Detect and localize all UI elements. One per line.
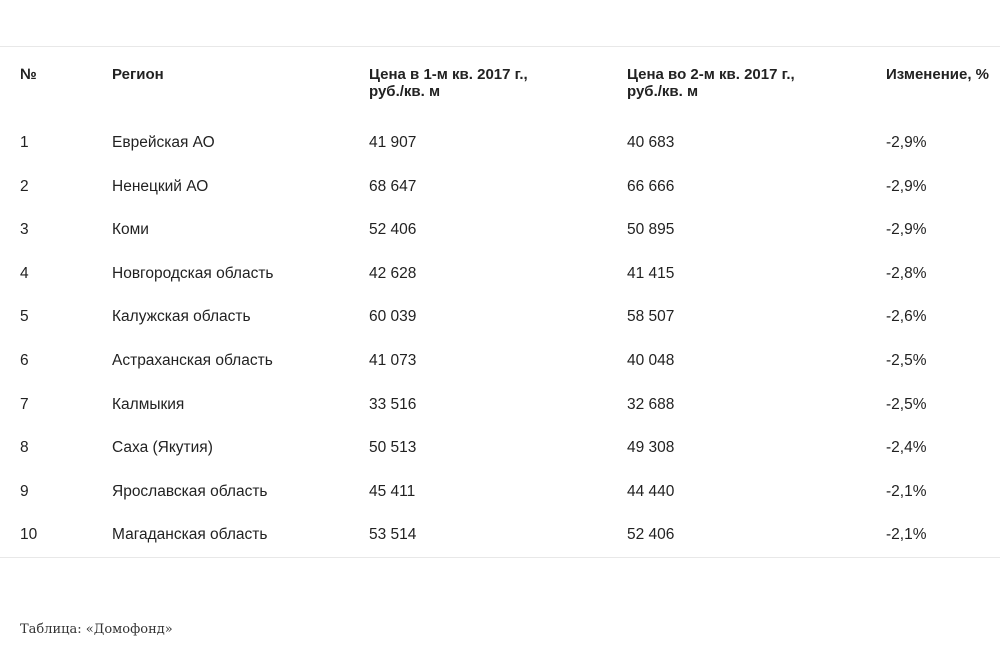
cell-region: Саха (Якутия) <box>112 439 213 457</box>
cell-change: -2,9% <box>886 221 927 239</box>
cell-region: Еврейская АО <box>112 134 215 151</box>
cell-change: -2,1% <box>886 482 927 500</box>
cell-price-q1: 41 073 <box>369 351 417 369</box>
table-row <box>0 133 1000 177</box>
cell-change: -2,8% <box>886 264 927 282</box>
cell-num: 10 <box>20 526 38 544</box>
cell-price-q2: 41 415 <box>627 264 675 282</box>
table-row <box>0 220 1000 264</box>
cell-num: 4 <box>20 264 29 282</box>
price-table <box>0 66 1000 569</box>
table-row <box>0 177 1000 221</box>
table-caption: Таблица: «Домофонд» <box>20 622 173 637</box>
cell-price-q2: 40 683 <box>627 134 675 151</box>
cell-price-q2: 66 666 <box>627 177 675 195</box>
cell-price-q2: 52 406 <box>627 526 675 544</box>
top-divider <box>0 46 1000 47</box>
cell-change: -2,5% <box>886 395 927 413</box>
cell-price-q1: 68 647 <box>369 177 417 195</box>
cell-change: -2,9% <box>886 134 927 151</box>
cell-price-q1: 42 628 <box>369 264 417 282</box>
cell-change: -2,5% <box>886 351 927 369</box>
cell-region: Калужская область <box>112 308 251 326</box>
cell-price-q2: 50 895 <box>627 221 675 239</box>
cell-num: 1 <box>20 134 29 151</box>
cell-num: 3 <box>20 221 29 239</box>
cell-price-q2: 32 688 <box>627 395 675 413</box>
cell-num: 9 <box>20 482 29 500</box>
header-region: Регион <box>112 66 164 83</box>
cell-price-q1: 45 411 <box>369 482 416 500</box>
cell-region: Магаданская область <box>112 526 268 544</box>
cell-change: -2,4% <box>886 439 927 457</box>
table-row <box>0 482 1000 526</box>
cell-region: Коми <box>112 221 149 239</box>
cell-price-q2: 58 507 <box>627 308 675 326</box>
cell-price-q1: 52 406 <box>369 221 417 239</box>
table-row <box>0 438 1000 482</box>
header-price-q2-line1: Цена во 2-м кв. 2017 г., <box>627 66 795 83</box>
header-price-q2 <box>627 66 795 100</box>
cell-change: -2,1% <box>886 526 927 544</box>
header-price-q1 <box>369 66 528 100</box>
cell-num: 2 <box>20 177 29 195</box>
cell-price-q1: 33 516 <box>369 395 417 413</box>
table-row <box>0 395 1000 439</box>
cell-region: Ярославская область <box>112 482 268 500</box>
cell-price-q2: 44 440 <box>627 482 675 500</box>
cell-price-q2: 40 048 <box>627 351 675 369</box>
table-row <box>0 525 1000 569</box>
cell-change: -2,9% <box>886 177 927 195</box>
table-body <box>0 133 1000 569</box>
header-price-q2-line2: руб./кв. м <box>627 83 699 100</box>
header-num: № <box>20 66 37 83</box>
table-row <box>0 351 1000 395</box>
cell-num: 7 <box>20 395 29 413</box>
table-row <box>0 307 1000 351</box>
cell-num: 6 <box>20 351 29 369</box>
header-price-q1-line1: Цена в 1-м кв. 2017 г., <box>369 66 528 83</box>
cell-region: Астраханская область <box>112 351 273 369</box>
bottom-divider <box>0 557 1000 558</box>
cell-price-q1: 41 907 <box>369 134 417 151</box>
cell-change: -2,6% <box>886 308 927 326</box>
table-row <box>0 264 1000 308</box>
header-change: Изменение, % <box>886 66 990 83</box>
cell-price-q1: 60 039 <box>369 308 417 326</box>
cell-price-q2: 49 308 <box>627 439 675 457</box>
cell-region: Новгородская область <box>112 264 274 282</box>
cell-region: Калмыкия <box>112 395 185 413</box>
cell-region: Ненецкий АО <box>112 177 209 195</box>
cell-num: 5 <box>20 308 29 326</box>
cell-num: 8 <box>20 439 29 457</box>
cell-price-q1: 50 513 <box>369 439 417 457</box>
table-header <box>0 66 1000 122</box>
header-price-q1-line2: руб./кв. м <box>369 83 441 100</box>
cell-price-q1: 53 514 <box>369 526 417 544</box>
